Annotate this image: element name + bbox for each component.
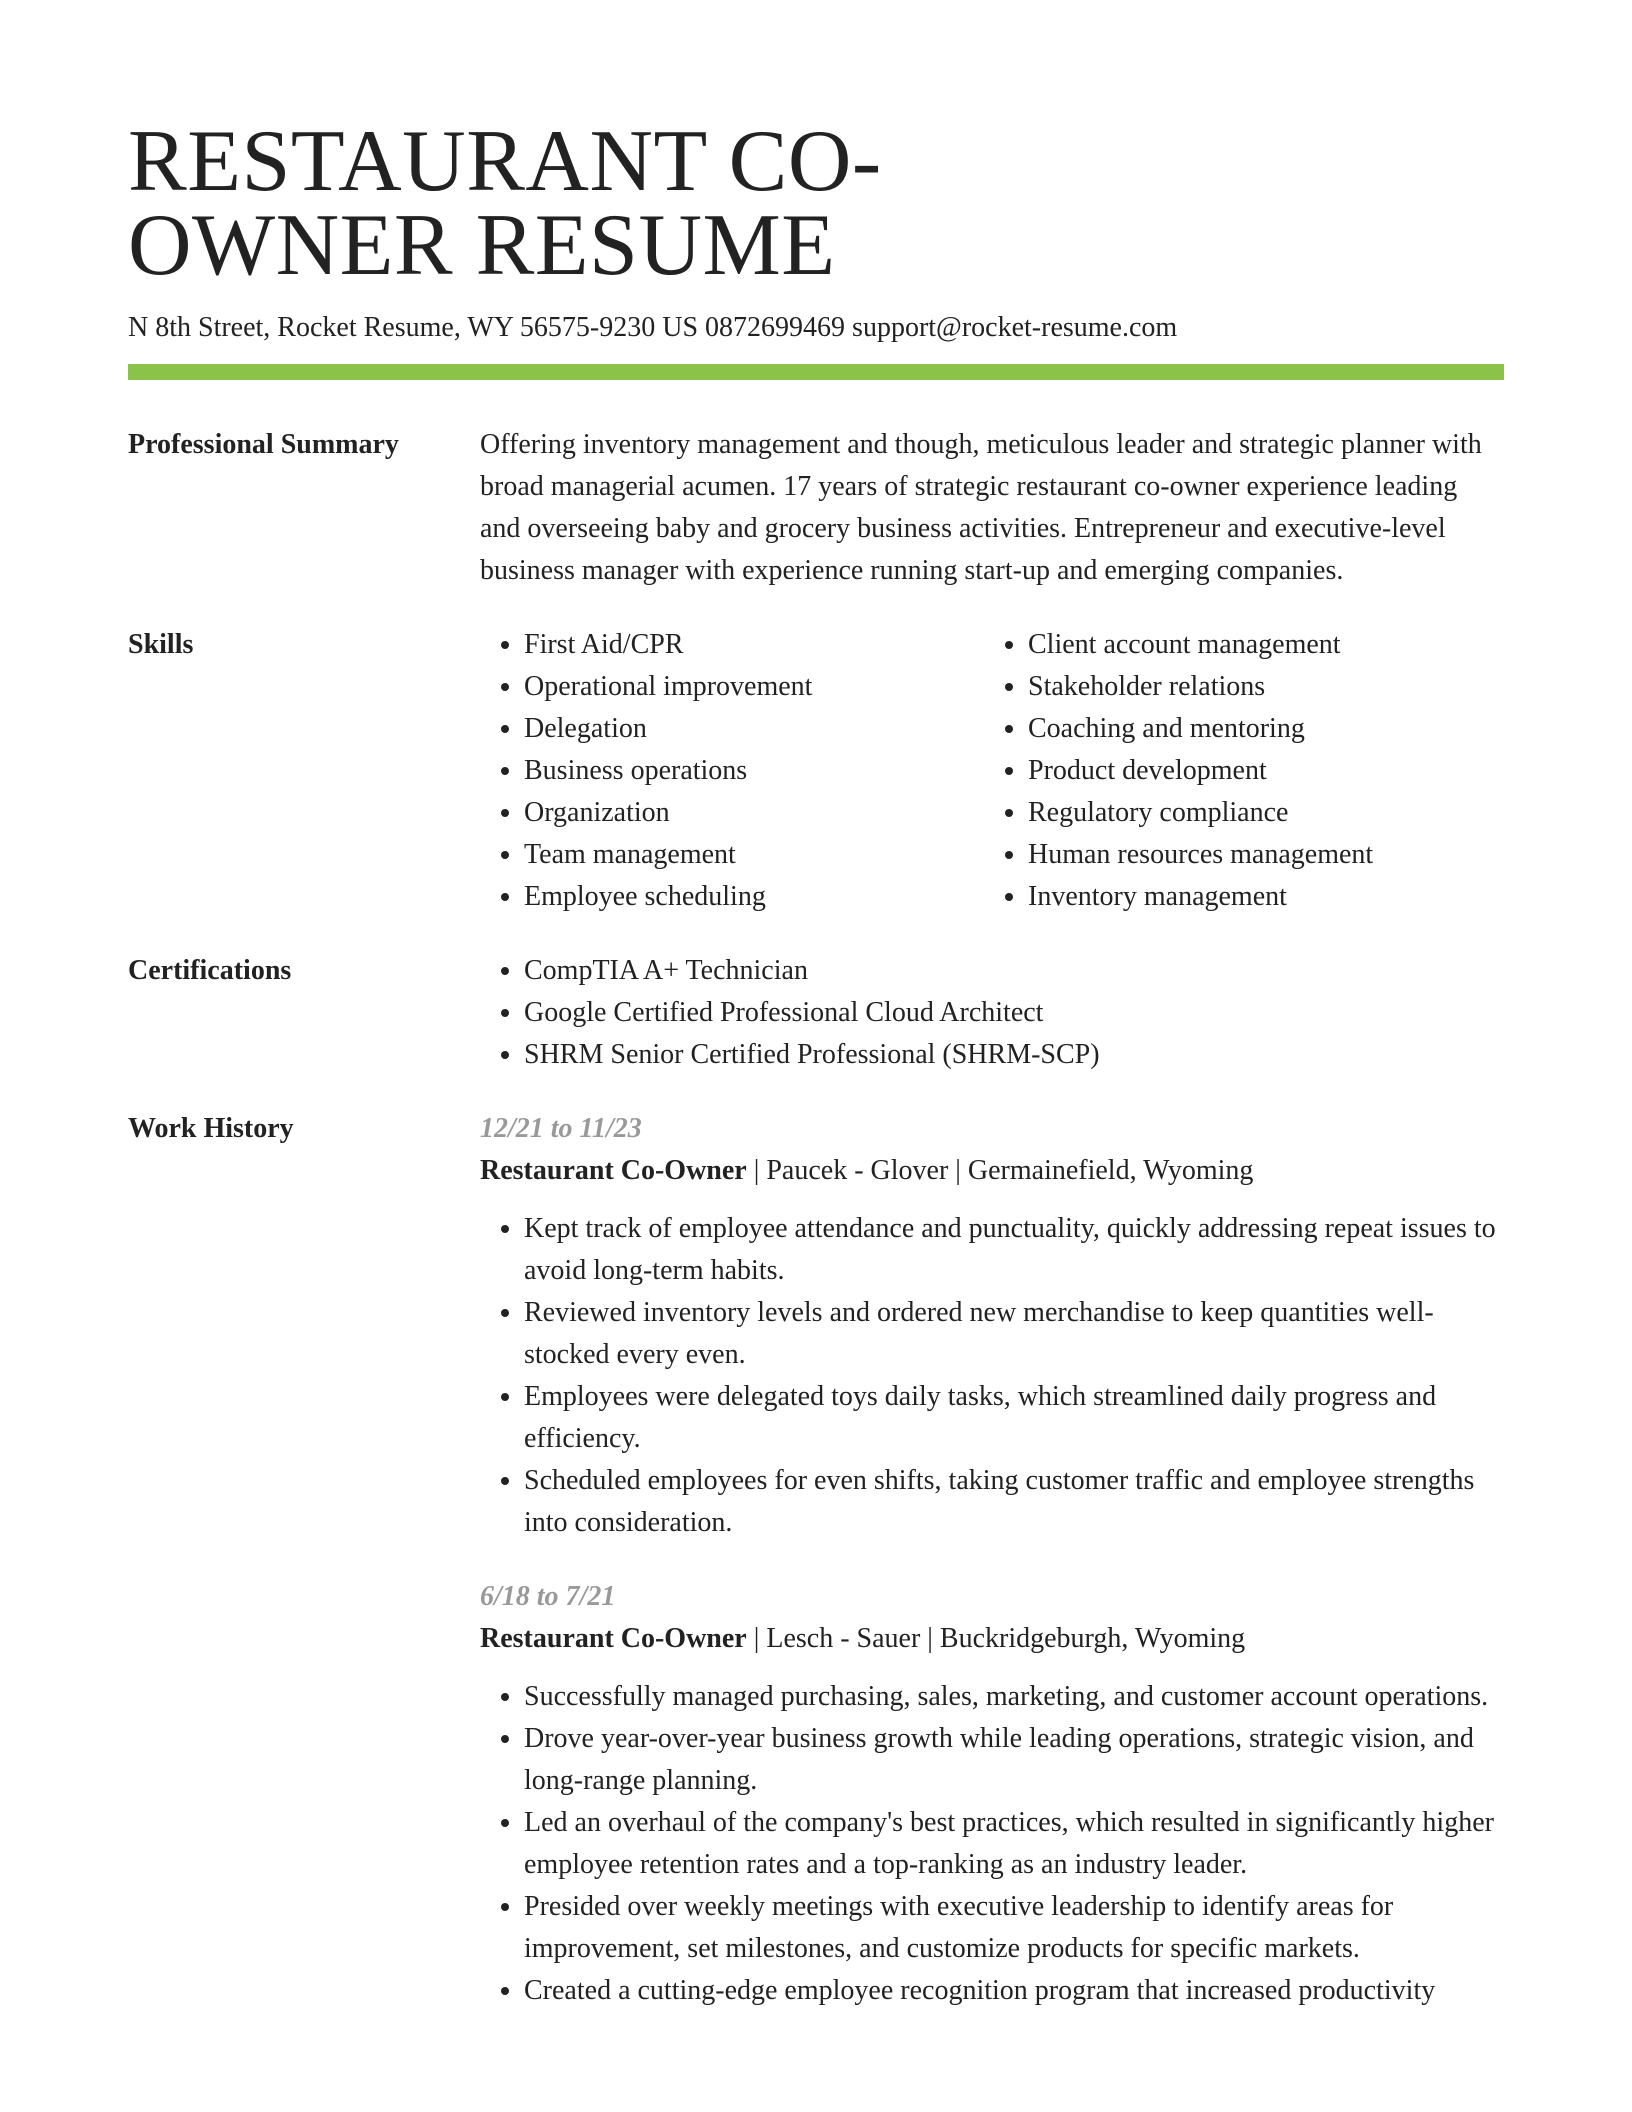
job-bullet: • Drove year-over-year business growth while leading operations, strategic vision, and long-range planning. <box>524 1718 1504 1802</box>
skill-item: • Delegation <box>524 708 984 750</box>
job-dates: 12/21 to 11/23 <box>480 1113 642 1144</box>
certifications-body <box>480 950 1504 1076</box>
accent-divider <box>128 364 1504 380</box>
certification-item: • SHRM Senior Certified Professional (SHRM-SCP) <box>524 1034 1504 1076</box>
skill-item: • Operational improvement <box>524 666 984 708</box>
resume-title-line1: RESTAURANT CO- <box>128 113 882 210</box>
skill-item: • Product development <box>1028 750 1488 792</box>
job-bullet: • Scheduled employees for even shifts, taking customer traffic and employee strengths into consideration. <box>524 1460 1504 1544</box>
job-bullet: • Reviewed inventory levels and ordered new merchandise to keep quantities well-stocked every even. <box>524 1292 1504 1376</box>
job-bullet: • Kept track of employee attendance and punctuality, quickly addressing repeat issues to avoid long-term habits. <box>524 1208 1504 1292</box>
contact-line: N 8th Street, Rocket Resume, WY 56575-9230 US 0872699469 support@rocket-resume.com <box>128 312 1178 343</box>
job-bullet: • Employees were delegated toys daily tasks, which streamlined daily progress and efficiency. <box>524 1376 1504 1460</box>
work-history-heading: Work History <box>128 1113 294 1144</box>
job-bullets <box>480 1208 1504 1544</box>
skill-item: • Organization <box>524 792 984 834</box>
certifications-list <box>480 950 1504 1076</box>
job-details: | Lesch - Sauer | Buckridgeburgh, Wyoming <box>746 1623 1246 1654</box>
work-history-section <box>128 1108 1504 2012</box>
skill-item: • Business operations <box>524 750 984 792</box>
summary-heading: Professional Summary <box>128 429 399 460</box>
skill-item: • Inventory management <box>1028 876 1488 918</box>
job-entry <box>480 1576 1504 2012</box>
resume-title-line2: OWNER RESUME <box>128 197 836 294</box>
job-entry <box>480 1108 1504 1544</box>
skill-item: • Team management <box>524 834 984 876</box>
job-title: Restaurant Co-Owner <box>480 1155 747 1186</box>
certifications-section <box>128 950 1504 1076</box>
skill-item: • Regulatory compliance <box>1028 792 1488 834</box>
job-bullet: • Successfully managed purchasing, sales, marketing, and customer account operations. <box>524 1676 1504 1718</box>
skills-list-right <box>984 624 1488 918</box>
job-heading <box>480 1150 1504 1192</box>
job-heading <box>480 1618 1504 1660</box>
job-details: | Paucek - Glover | Germainefield, Wyoming <box>746 1155 1254 1186</box>
skill-item: • Employee scheduling <box>524 876 984 918</box>
skill-item: • First Aid/CPR <box>524 624 984 666</box>
skills-column-left <box>480 624 984 918</box>
skills-list-left <box>480 624 984 918</box>
work-history-body <box>480 1108 1504 2012</box>
job-bullet: • Led an overhaul of the company's best practices, which resulted in significantly higher employee retention rates and a top-ranking as an industry leader. <box>524 1802 1504 1886</box>
job-dates: 6/18 to 7/21 <box>480 1581 616 1612</box>
certification-item: • Google Certified Professional Cloud Architect <box>524 992 1504 1034</box>
skill-item: • Human resources management <box>1028 834 1488 876</box>
job-bullets <box>480 1676 1504 2012</box>
skills-section <box>128 624 1504 918</box>
skills-grid <box>480 624 1504 918</box>
skills-heading: Skills <box>128 629 194 660</box>
job-title: Restaurant Co-Owner <box>480 1623 747 1654</box>
summary-section <box>128 424 1504 592</box>
skills-column-right <box>984 624 1488 918</box>
resume-title <box>128 113 1028 294</box>
summary-text: Offering inventory management and though, meticulous leader and strategic planner with broad managerial acumen. 17 years of strategic restaurant co-owner experience leading and overseeing baby and grocery business activities. Entrepreneur and executive-level business manager with experience running start-up and emerging companies. <box>480 429 1482 586</box>
job-bullet: • Created a cutting-edge employee recognition program that increased productivity <box>524 1970 1504 2012</box>
certification-item: • CompTIA A+ Technician <box>524 950 1504 992</box>
skill-item: • Client account management <box>1028 624 1488 666</box>
certifications-heading: Certifications <box>128 955 292 986</box>
skill-item: • Stakeholder relations <box>1028 666 1488 708</box>
job-bullet: • Presided over weekly meetings with executive leadership to identify areas for improvement, set milestones, and customize products for specific markets. <box>524 1886 1504 1970</box>
skill-item: • Coaching and mentoring <box>1028 708 1488 750</box>
